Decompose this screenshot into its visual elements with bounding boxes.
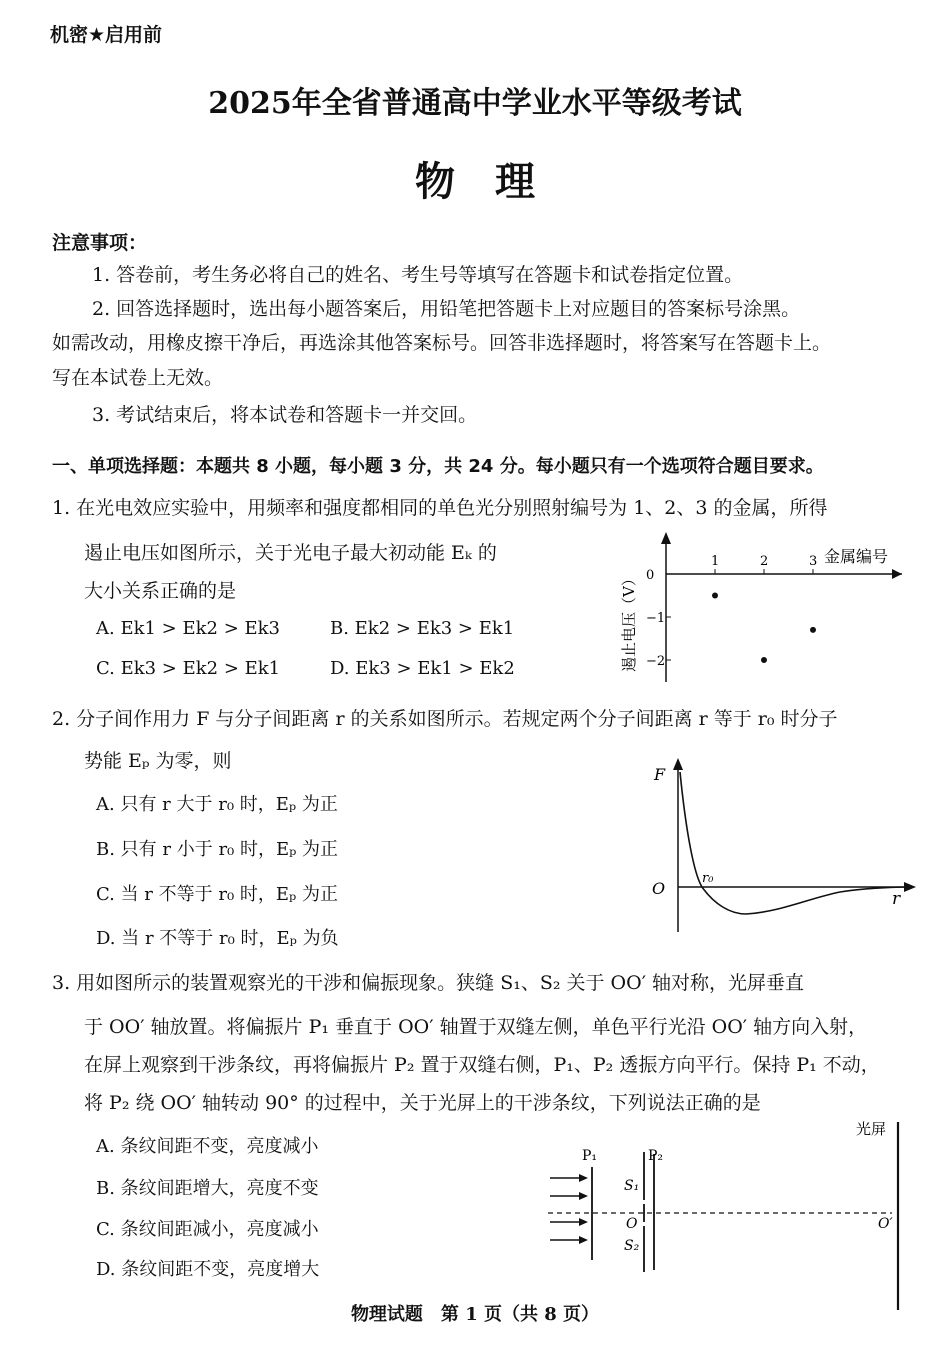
q3-option-b: B. 条纹间距增大，亮度不变 bbox=[96, 1178, 319, 1199]
q2-option-b: B. 只有 r 小于 r₀ 时，Eₚ 为正 bbox=[96, 839, 339, 860]
x-axis-arrow bbox=[892, 569, 902, 579]
data-point-1 bbox=[712, 593, 718, 599]
force-curve bbox=[680, 772, 912, 914]
incident-light-arrows bbox=[550, 1174, 588, 1244]
notice-item-2-line-2: 如需改动，用橡皮擦干净后，再选涂其他答案标号。回答非选择题时，将答案写在答题卡上。 bbox=[52, 332, 832, 354]
q2-stem-line-2: 势能 Eₚ 为零，则 bbox=[84, 750, 232, 772]
q3-stem-line-4: 将 P₂ 绕 OO′ 轴转动 90° 的过程中，关于光屏上的干涉条纹，下列说法正确的是 bbox=[84, 1092, 761, 1114]
x-axis-label: 金属编号 bbox=[824, 547, 889, 566]
q1-option-c: C. Ek3 > Ek2 > Ek1 bbox=[96, 658, 281, 679]
y-tick-label-0: 0 bbox=[646, 568, 655, 583]
notice-item-2-line-3: 写在本试卷上无效。 bbox=[52, 367, 224, 389]
q1-option-a: A. Ek1 > Ek2 > Ek3 bbox=[96, 618, 280, 639]
y-axis-label: 遏止电压（V） bbox=[620, 571, 638, 672]
x-tick-label-2: 2 bbox=[760, 554, 769, 569]
exam-title: 2025年全省普通高中学业水平等级考试 bbox=[208, 86, 742, 121]
q2-option-c: C. 当 r 不等于 r₀ 时，Eₚ 为正 bbox=[96, 884, 338, 905]
subject-title: 物理 bbox=[415, 158, 575, 205]
page-footer: 物理试题 第 1 页（共 8 页） bbox=[350, 1304, 600, 1325]
data-point-3 bbox=[810, 627, 816, 633]
q3-option-d: D. 条纹间距不变，亮度增大 bbox=[96, 1259, 320, 1280]
q2-stem-line-1: 2. 分子间作用力 F 与分子间距离 r 的关系如图所示。若规定两个分子间距离 r 等于 r₀ 时分子 bbox=[52, 708, 838, 730]
q2-force-distance-graph bbox=[640, 752, 925, 942]
q1-stem-line-3: 大小关系正确的是 bbox=[84, 580, 237, 602]
x-tick-label-1: 1 bbox=[711, 554, 720, 569]
f-axis-label: F bbox=[654, 765, 666, 784]
o-label: O bbox=[626, 1216, 638, 1232]
p2-label: P₂ bbox=[648, 1148, 664, 1164]
q3-stem-line-2: 于 OO′ 轴放置。将偏振片 P₁ 垂直于 OO′ 轴置于双缝左侧，单色平行光沿 OO′ 轴方向入射， bbox=[84, 1016, 868, 1038]
q1-option-b: B. Ek2 > Ek3 > Ek1 bbox=[330, 618, 515, 639]
confidential-label: 机密★启用前 bbox=[50, 24, 163, 46]
notice-item-2-line-1: 2. 回答选择题时，选出每小题答案后，用铅笔把答题卡上对应题目的答案标号涂黑。 bbox=[92, 298, 801, 320]
q3-interference-setup bbox=[540, 1112, 920, 1312]
data-point-2 bbox=[761, 657, 767, 663]
o-prime-label: O′ bbox=[878, 1216, 893, 1232]
q1-stopping-voltage-chart bbox=[612, 522, 912, 692]
s2-label: S₂ bbox=[624, 1238, 640, 1254]
r0-label: r₀ bbox=[702, 871, 714, 886]
q3-stem-line-1: 3. 用如图所示的装置观察光的干涉和偏振现象。狭缝 S₁、S₂ 关于 OO′ 轴对称，光屏垂直 bbox=[52, 972, 805, 994]
screen-label: 光屏 bbox=[856, 1120, 887, 1138]
q1-option-d: D. Ek3 > Ek1 > Ek2 bbox=[330, 658, 515, 679]
y-axis-arrow bbox=[661, 532, 671, 544]
q3-stem-line-3: 在屏上观察到干涉条纹，再将偏振片 P₂ 置于双缝右侧，P₁、P₂ 透振方向平行。保持 P₁ 不动， bbox=[84, 1054, 880, 1076]
origin-label: O bbox=[652, 879, 666, 898]
notice-item-1: 1. 答卷前，考生务必将自己的姓名、考生号等填写在答题卡和试卷指定位置。 bbox=[92, 264, 744, 286]
f-axis-arrow bbox=[673, 758, 683, 770]
y-tick-label-1: −1 bbox=[646, 611, 666, 626]
q1-stem-line-1: 1. 在光电效应实验中，用频率和强度都相同的单色光分别照射编号为 1、2、3 的金属，所得 bbox=[52, 497, 828, 519]
s1-label: S₁ bbox=[624, 1178, 640, 1194]
notice-heading: 注意事项： bbox=[52, 232, 148, 254]
y-tick-label-2: −2 bbox=[646, 654, 666, 669]
q3-option-c: C. 条纹间距减小，亮度减小 bbox=[96, 1219, 319, 1240]
q2-option-a: A. 只有 r 大于 r₀ 时，Eₚ 为正 bbox=[96, 794, 338, 815]
section-1-heading: 一、单项选择题：本题共 8 小题，每小题 3 分，共 24 分。每小题只有一个选项符合题目要求。 bbox=[52, 456, 824, 477]
x-tick-label-3: 3 bbox=[809, 554, 818, 569]
q1-stem-line-2: 遏止电压如图所示，关于光电子最大初动能 Eₖ 的 bbox=[84, 542, 497, 564]
notice-item-3: 3. 考试结束后，将本试卷和答题卡一并交回。 bbox=[92, 404, 478, 426]
p1-label: P₁ bbox=[582, 1148, 598, 1164]
q3-option-a: A. 条纹间距不变，亮度减小 bbox=[96, 1136, 319, 1157]
q2-option-d: D. 当 r 不等于 r₀ 时，Eₚ 为负 bbox=[96, 928, 339, 949]
r-axis-label: r bbox=[892, 889, 901, 909]
